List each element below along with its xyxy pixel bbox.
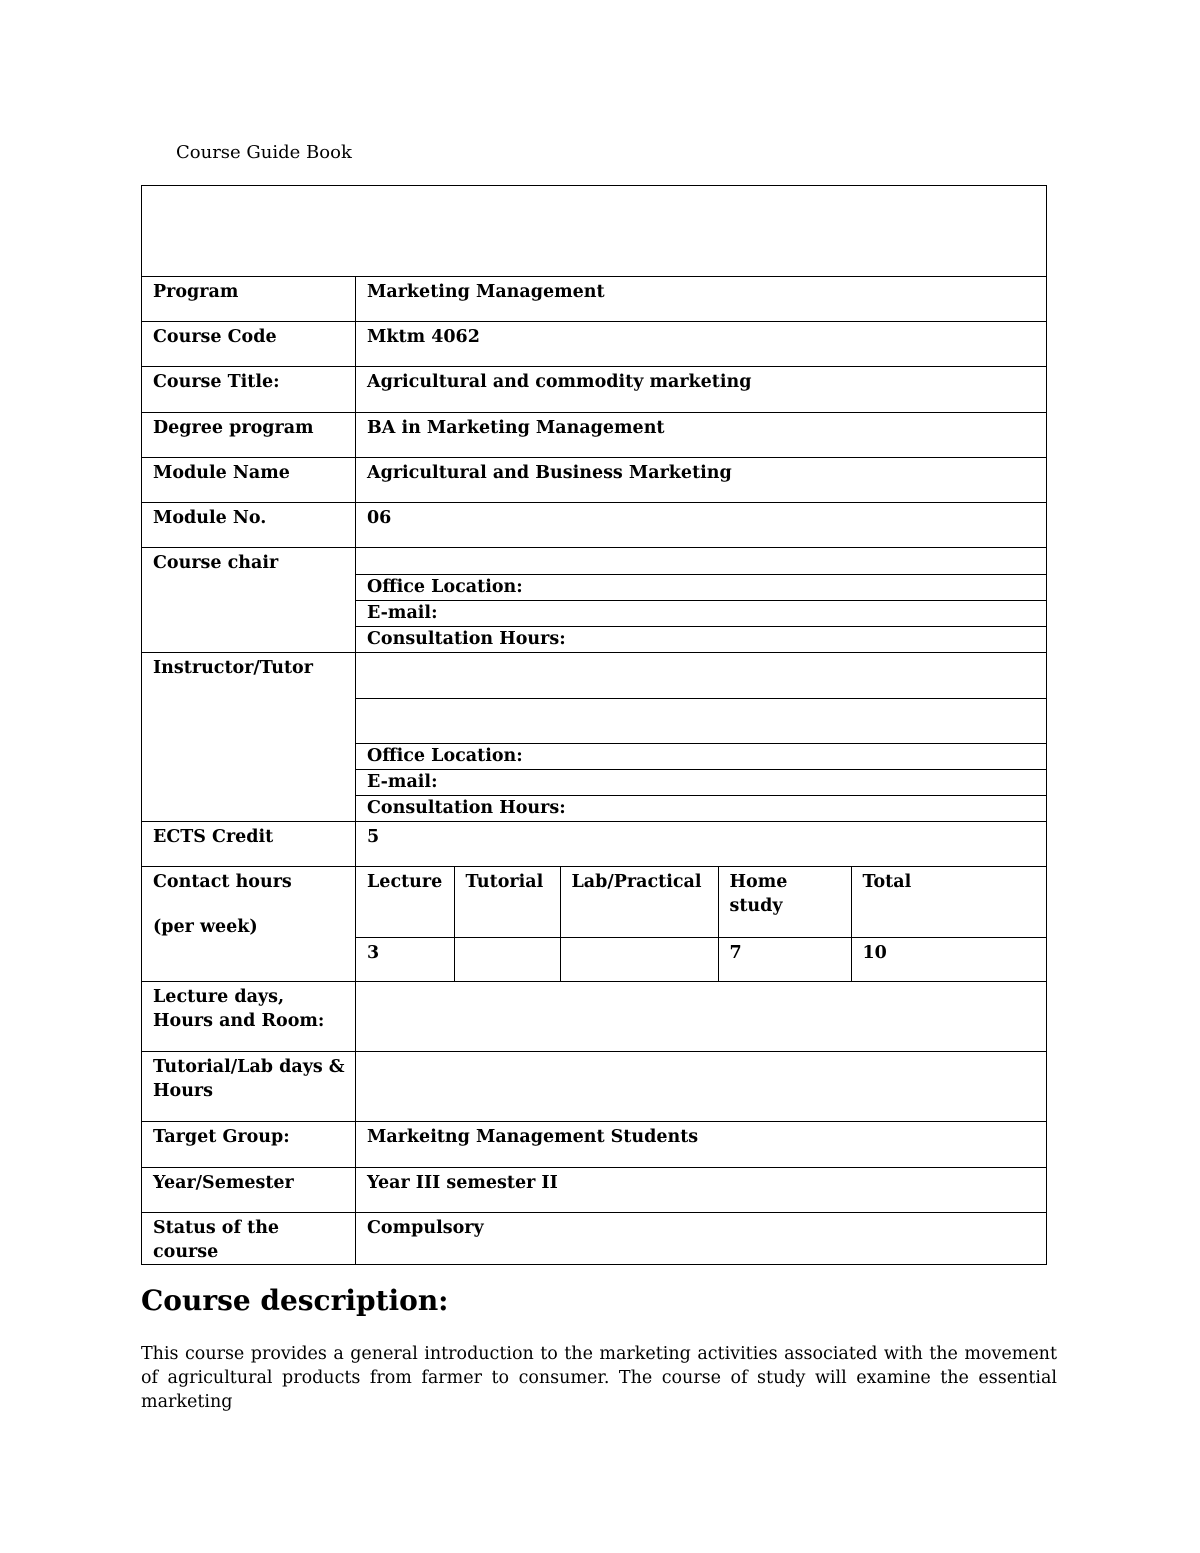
instructor-subtable	[356, 653, 1046, 821]
page-header: Course Guide Book	[176, 142, 352, 163]
table-row-status	[142, 1213, 1047, 1265]
contact-hours-table	[356, 867, 1046, 981]
course-description-text: This course provides a general introduction to the marketing activities associated with the movement of agricultural products from farmer to consumer. The course of study will examine the essential marketing	[141, 1344, 1057, 1412]
table-row-module-name	[142, 458, 1047, 503]
program-label: Program	[142, 277, 356, 322]
lecture-days-value	[356, 982, 1047, 1052]
contact-hours-label: Contact hours	[153, 872, 292, 892]
tutorial-days-label: Tutorial/Lab days & Hours	[142, 1052, 356, 1122]
target-group-label: Target Group:	[142, 1122, 356, 1168]
ects-label: ECTS Credit	[142, 822, 356, 867]
contact-hours-value-row	[356, 937, 1046, 981]
module-no-label: Module No.	[142, 503, 356, 548]
header-tutorial: Tutorial	[454, 867, 560, 937]
table-blank-top-row	[142, 186, 1047, 277]
table-row-lecture-days	[142, 982, 1047, 1052]
value-lab-practical	[560, 937, 718, 981]
contact-hours-details	[356, 867, 1047, 982]
year-semester-label: Year/Semester	[142, 1168, 356, 1213]
course-title-value: Agricultural and commodity marketing	[356, 367, 1047, 413]
table-row-year-semester	[142, 1168, 1047, 1213]
tutorial-days-value	[356, 1052, 1047, 1122]
contact-hours-label-cell	[142, 867, 356, 982]
value-tutorial	[454, 937, 560, 981]
course-code-value: Mktm 4062	[356, 322, 1047, 367]
table-row-course-code	[142, 322, 1047, 367]
table-row-instructor	[142, 653, 1047, 822]
table-row-degree-program	[142, 413, 1047, 458]
header-home-study: Home study	[718, 867, 851, 937]
blank-cell	[142, 186, 1047, 277]
header-lecture: Lecture	[356, 867, 454, 937]
table-row-course-title	[142, 367, 1047, 413]
module-name-value: Agricultural and Business Marketing	[356, 458, 1047, 503]
target-group-value: Markeitng Management Students	[356, 1122, 1047, 1168]
course-description-heading: Course description:	[141, 1284, 449, 1317]
course-chair-consultation: Consultation Hours:	[367, 628, 566, 649]
header-lab-practical: Lab/Practical	[560, 867, 718, 937]
instructor-label: Instructor/Tutor	[142, 653, 356, 822]
header-total: Total	[851, 867, 1046, 937]
degree-program-value: BA in Marketing Management	[356, 413, 1047, 458]
year-semester-value: Year III semester II	[356, 1168, 1047, 1213]
course-chair-label: Course chair	[142, 548, 356, 653]
table-row-course-chair	[142, 548, 1047, 653]
contact-hours-sublabel: (per week)	[153, 917, 258, 937]
table-row-ects	[142, 822, 1047, 867]
value-home-study: 7	[718, 937, 851, 981]
table-row-target-group	[142, 1122, 1047, 1168]
table-row-tutorial-days	[142, 1052, 1047, 1122]
table-row-module-no	[142, 503, 1047, 548]
course-title-label: Course Title:	[142, 367, 356, 413]
ects-value: 5	[356, 822, 1047, 867]
course-chair-name	[356, 548, 1046, 574]
course-code-label: Course Code	[142, 322, 356, 367]
course-chair-subtable	[356, 548, 1046, 652]
instructor-email: E-mail:	[356, 769, 1046, 795]
course-info-table	[141, 185, 1047, 1265]
course-chair-office: Office Location:	[356, 574, 1046, 600]
module-no-value: 06	[356, 503, 1047, 548]
value-lecture: 3	[356, 937, 454, 981]
course-chair-email: E-mail:	[356, 600, 1046, 626]
status-label: Status of the course	[142, 1213, 356, 1265]
instructor-office: Office Location:	[356, 743, 1046, 769]
value-total: 10	[862, 942, 887, 963]
table-row-contact-hours	[142, 867, 1047, 982]
instructor-name-1	[356, 653, 1046, 698]
program-value: Marketing Management	[356, 277, 1047, 322]
table-row-program	[142, 277, 1047, 322]
instructor-name-2	[356, 698, 1046, 743]
status-value: Compulsory	[356, 1213, 1047, 1265]
instructor-details	[356, 653, 1047, 822]
contact-hours-header-row	[356, 867, 1046, 937]
lecture-days-label: Lecture days, Hours and Room:	[142, 982, 356, 1052]
degree-program-label: Degree program	[142, 413, 356, 458]
course-chair-details	[356, 548, 1047, 653]
instructor-consultation: Consultation Hours:	[367, 797, 566, 818]
module-name-label: Module Name	[142, 458, 356, 503]
